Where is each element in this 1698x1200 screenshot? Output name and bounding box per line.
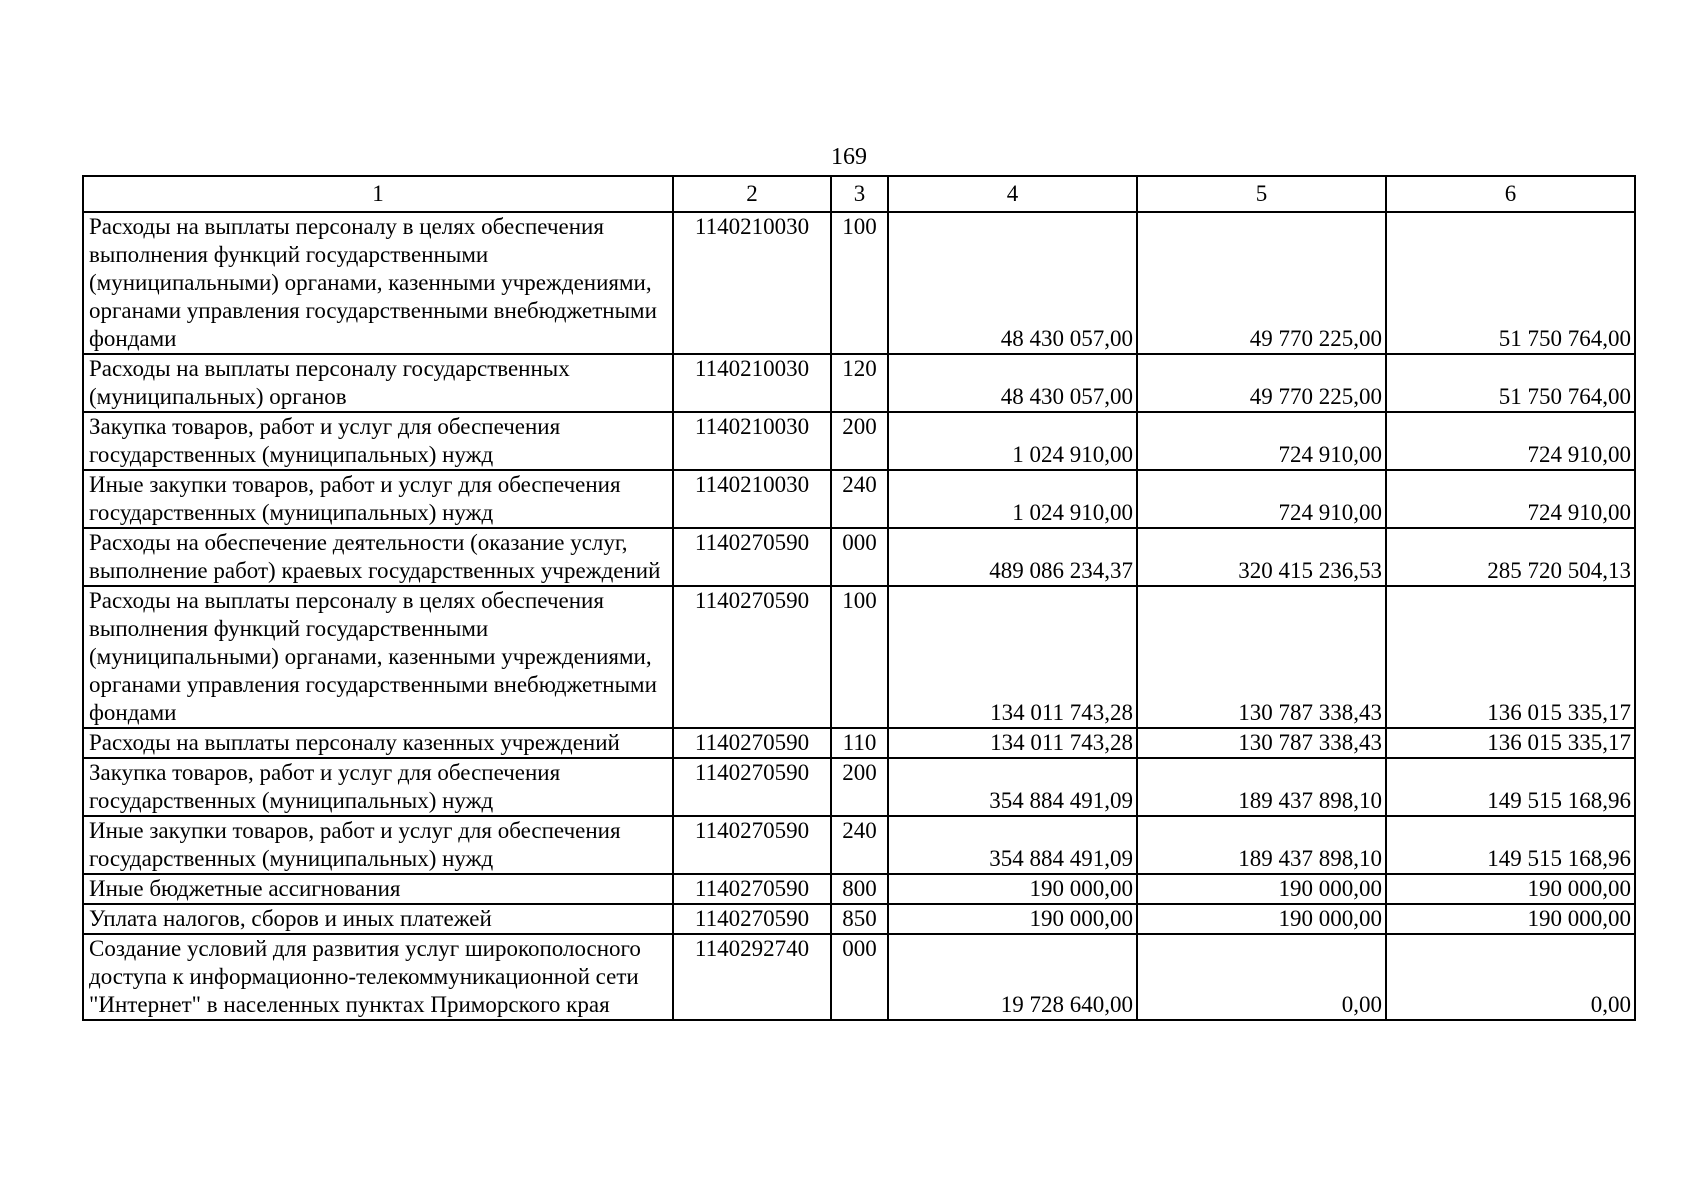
- expense-type-code-cell: 100: [831, 212, 888, 354]
- amount-col4-cell: 48 430 057,00: [888, 354, 1137, 412]
- table-row: [83, 354, 1635, 412]
- amount-col5-cell: 130 787 338,43: [1137, 728, 1386, 758]
- target-article-code-cell: 1140270590: [673, 758, 831, 816]
- amount-col6-cell: 724 910,00: [1386, 412, 1635, 470]
- column-header: 3: [831, 176, 888, 212]
- column-header: 2: [673, 176, 831, 212]
- row-name-cell: Расходы на обеспечение деятельности (оказание услуг, выполнение работ) краевых государственных учреждений: [83, 528, 673, 586]
- target-article-code-cell: 1140270590: [673, 874, 831, 904]
- expense-type-code-cell: 200: [831, 412, 888, 470]
- amount-col5-cell: 189 437 898,10: [1137, 758, 1386, 816]
- expense-type-code-cell: 240: [831, 470, 888, 528]
- column-header: 1: [83, 176, 673, 212]
- amount-col6-cell: 724 910,00: [1386, 470, 1635, 528]
- amount-col4-cell: 1 024 910,00: [888, 412, 1137, 470]
- amount-col5-cell: 130 787 338,43: [1137, 586, 1386, 728]
- row-name-cell: Расходы на выплаты персоналу казенных учреждений: [83, 728, 673, 758]
- amount-col5-cell: 189 437 898,10: [1137, 816, 1386, 874]
- target-article-code-cell: 1140210030: [673, 354, 831, 412]
- amount-col4-cell: 190 000,00: [888, 904, 1137, 934]
- amount-col4-cell: 48 430 057,00: [888, 212, 1137, 354]
- column-header: 6: [1386, 176, 1635, 212]
- expense-type-code-cell: 000: [831, 528, 888, 586]
- target-article-code-cell: 1140270590: [673, 728, 831, 758]
- target-article-code-cell: 1140270590: [673, 816, 831, 874]
- expense-type-code-cell: 110: [831, 728, 888, 758]
- expense-type-code-cell: 120: [831, 354, 888, 412]
- row-name-cell: Закупка товаров, работ и услуг для обеспечения государственных (муниципальных) нужд: [83, 758, 673, 816]
- table-row: [83, 874, 1635, 904]
- amount-col4-cell: 19 728 640,00: [888, 934, 1137, 1020]
- row-name-cell: Закупка товаров, работ и услуг для обеспечения государственных (муниципальных) нужд: [83, 412, 673, 470]
- amount-col4-cell: 354 884 491,09: [888, 816, 1137, 874]
- table-row: [83, 528, 1635, 586]
- table-row: [83, 412, 1635, 470]
- expense-type-code-cell: 100: [831, 586, 888, 728]
- table-row: [83, 934, 1635, 1020]
- amount-col6-cell: 136 015 335,17: [1386, 586, 1635, 728]
- table-row: [83, 586, 1635, 728]
- target-article-code-cell: 1140210030: [673, 412, 831, 470]
- row-name-cell: Расходы на выплаты персоналу государственных (муниципальных) органов: [83, 354, 673, 412]
- table-row: [83, 758, 1635, 816]
- amount-col5-cell: 724 910,00: [1137, 412, 1386, 470]
- row-name-cell: Иные закупки товаров, работ и услуг для обеспечения государственных (муниципальных) нужд: [83, 816, 673, 874]
- amount-col6-cell: 149 515 168,96: [1386, 758, 1635, 816]
- amount-col4-cell: 1 024 910,00: [888, 470, 1137, 528]
- amount-col6-cell: 51 750 764,00: [1386, 212, 1635, 354]
- amount-col5-cell: 320 415 236,53: [1137, 528, 1386, 586]
- amount-col5-cell: 190 000,00: [1137, 874, 1386, 904]
- header-row: [83, 176, 1635, 212]
- amount-col5-cell: 190 000,00: [1137, 904, 1386, 934]
- target-article-code-cell: 1140270590: [673, 528, 831, 586]
- amount-col5-cell: 49 770 225,00: [1137, 212, 1386, 354]
- expense-type-code-cell: 000: [831, 934, 888, 1020]
- target-article-code-cell: 1140270590: [673, 586, 831, 728]
- column-header: 4: [888, 176, 1137, 212]
- amount-col5-cell: 724 910,00: [1137, 470, 1386, 528]
- amount-col4-cell: 354 884 491,09: [888, 758, 1137, 816]
- target-article-code-cell: 1140292740: [673, 934, 831, 1020]
- target-article-code-cell: 1140210030: [673, 470, 831, 528]
- row-name-cell: Создание условий для развития услуг широкополосного доступа к информационно-телекоммуникационной сети "Интернет" в населенных пунктах Приморского края: [83, 934, 673, 1020]
- amount-col4-cell: 489 086 234,37: [888, 528, 1137, 586]
- amount-col6-cell: 285 720 504,13: [1386, 528, 1635, 586]
- row-name-cell: Расходы на выплаты персоналу в целях обеспечения выполнения функций государственными (муниципальными) органами, казенными учреждениями, органами управления государственными внебюджетными фондами: [83, 586, 673, 728]
- target-article-code-cell: 1140210030: [673, 212, 831, 354]
- amount-col4-cell: 134 011 743,28: [888, 586, 1137, 728]
- budget-table: [82, 175, 1636, 1021]
- table-row: [83, 816, 1635, 874]
- table-row: [83, 904, 1635, 934]
- expense-type-code-cell: 240: [831, 816, 888, 874]
- table-row: [83, 728, 1635, 758]
- amount-col4-cell: 190 000,00: [888, 874, 1137, 904]
- amount-col6-cell: 190 000,00: [1386, 904, 1635, 934]
- row-name-cell: Расходы на выплаты персоналу в целях обеспечения выполнения функций государственными (муниципальными) органами, казенными учреждениями, органами управления государственными внебюджетными фондами: [83, 212, 673, 354]
- expense-type-code-cell: 200: [831, 758, 888, 816]
- row-name-cell: Иные закупки товаров, работ и услуг для обеспечения государственных (муниципальных) нужд: [83, 470, 673, 528]
- amount-col6-cell: 136 015 335,17: [1386, 728, 1635, 758]
- amount-col6-cell: 149 515 168,96: [1386, 816, 1635, 874]
- amount-col4-cell: 134 011 743,28: [888, 728, 1137, 758]
- amount-col6-cell: 51 750 764,00: [1386, 354, 1635, 412]
- row-name-cell: Иные бюджетные ассигнования: [83, 874, 673, 904]
- expense-type-code-cell: 800: [831, 874, 888, 904]
- table-row: [83, 212, 1635, 354]
- amount-col6-cell: 0,00: [1386, 934, 1635, 1020]
- amount-col6-cell: 190 000,00: [1386, 874, 1635, 904]
- amount-col5-cell: 0,00: [1137, 934, 1386, 1020]
- target-article-code-cell: 1140270590: [673, 904, 831, 934]
- amount-col5-cell: 49 770 225,00: [1137, 354, 1386, 412]
- page-number: 169: [831, 144, 867, 170]
- column-header: 5: [1137, 176, 1386, 212]
- row-name-cell: Уплата налогов, сборов и иных платежей: [83, 904, 673, 934]
- expense-type-code-cell: 850: [831, 904, 888, 934]
- table-row: [83, 470, 1635, 528]
